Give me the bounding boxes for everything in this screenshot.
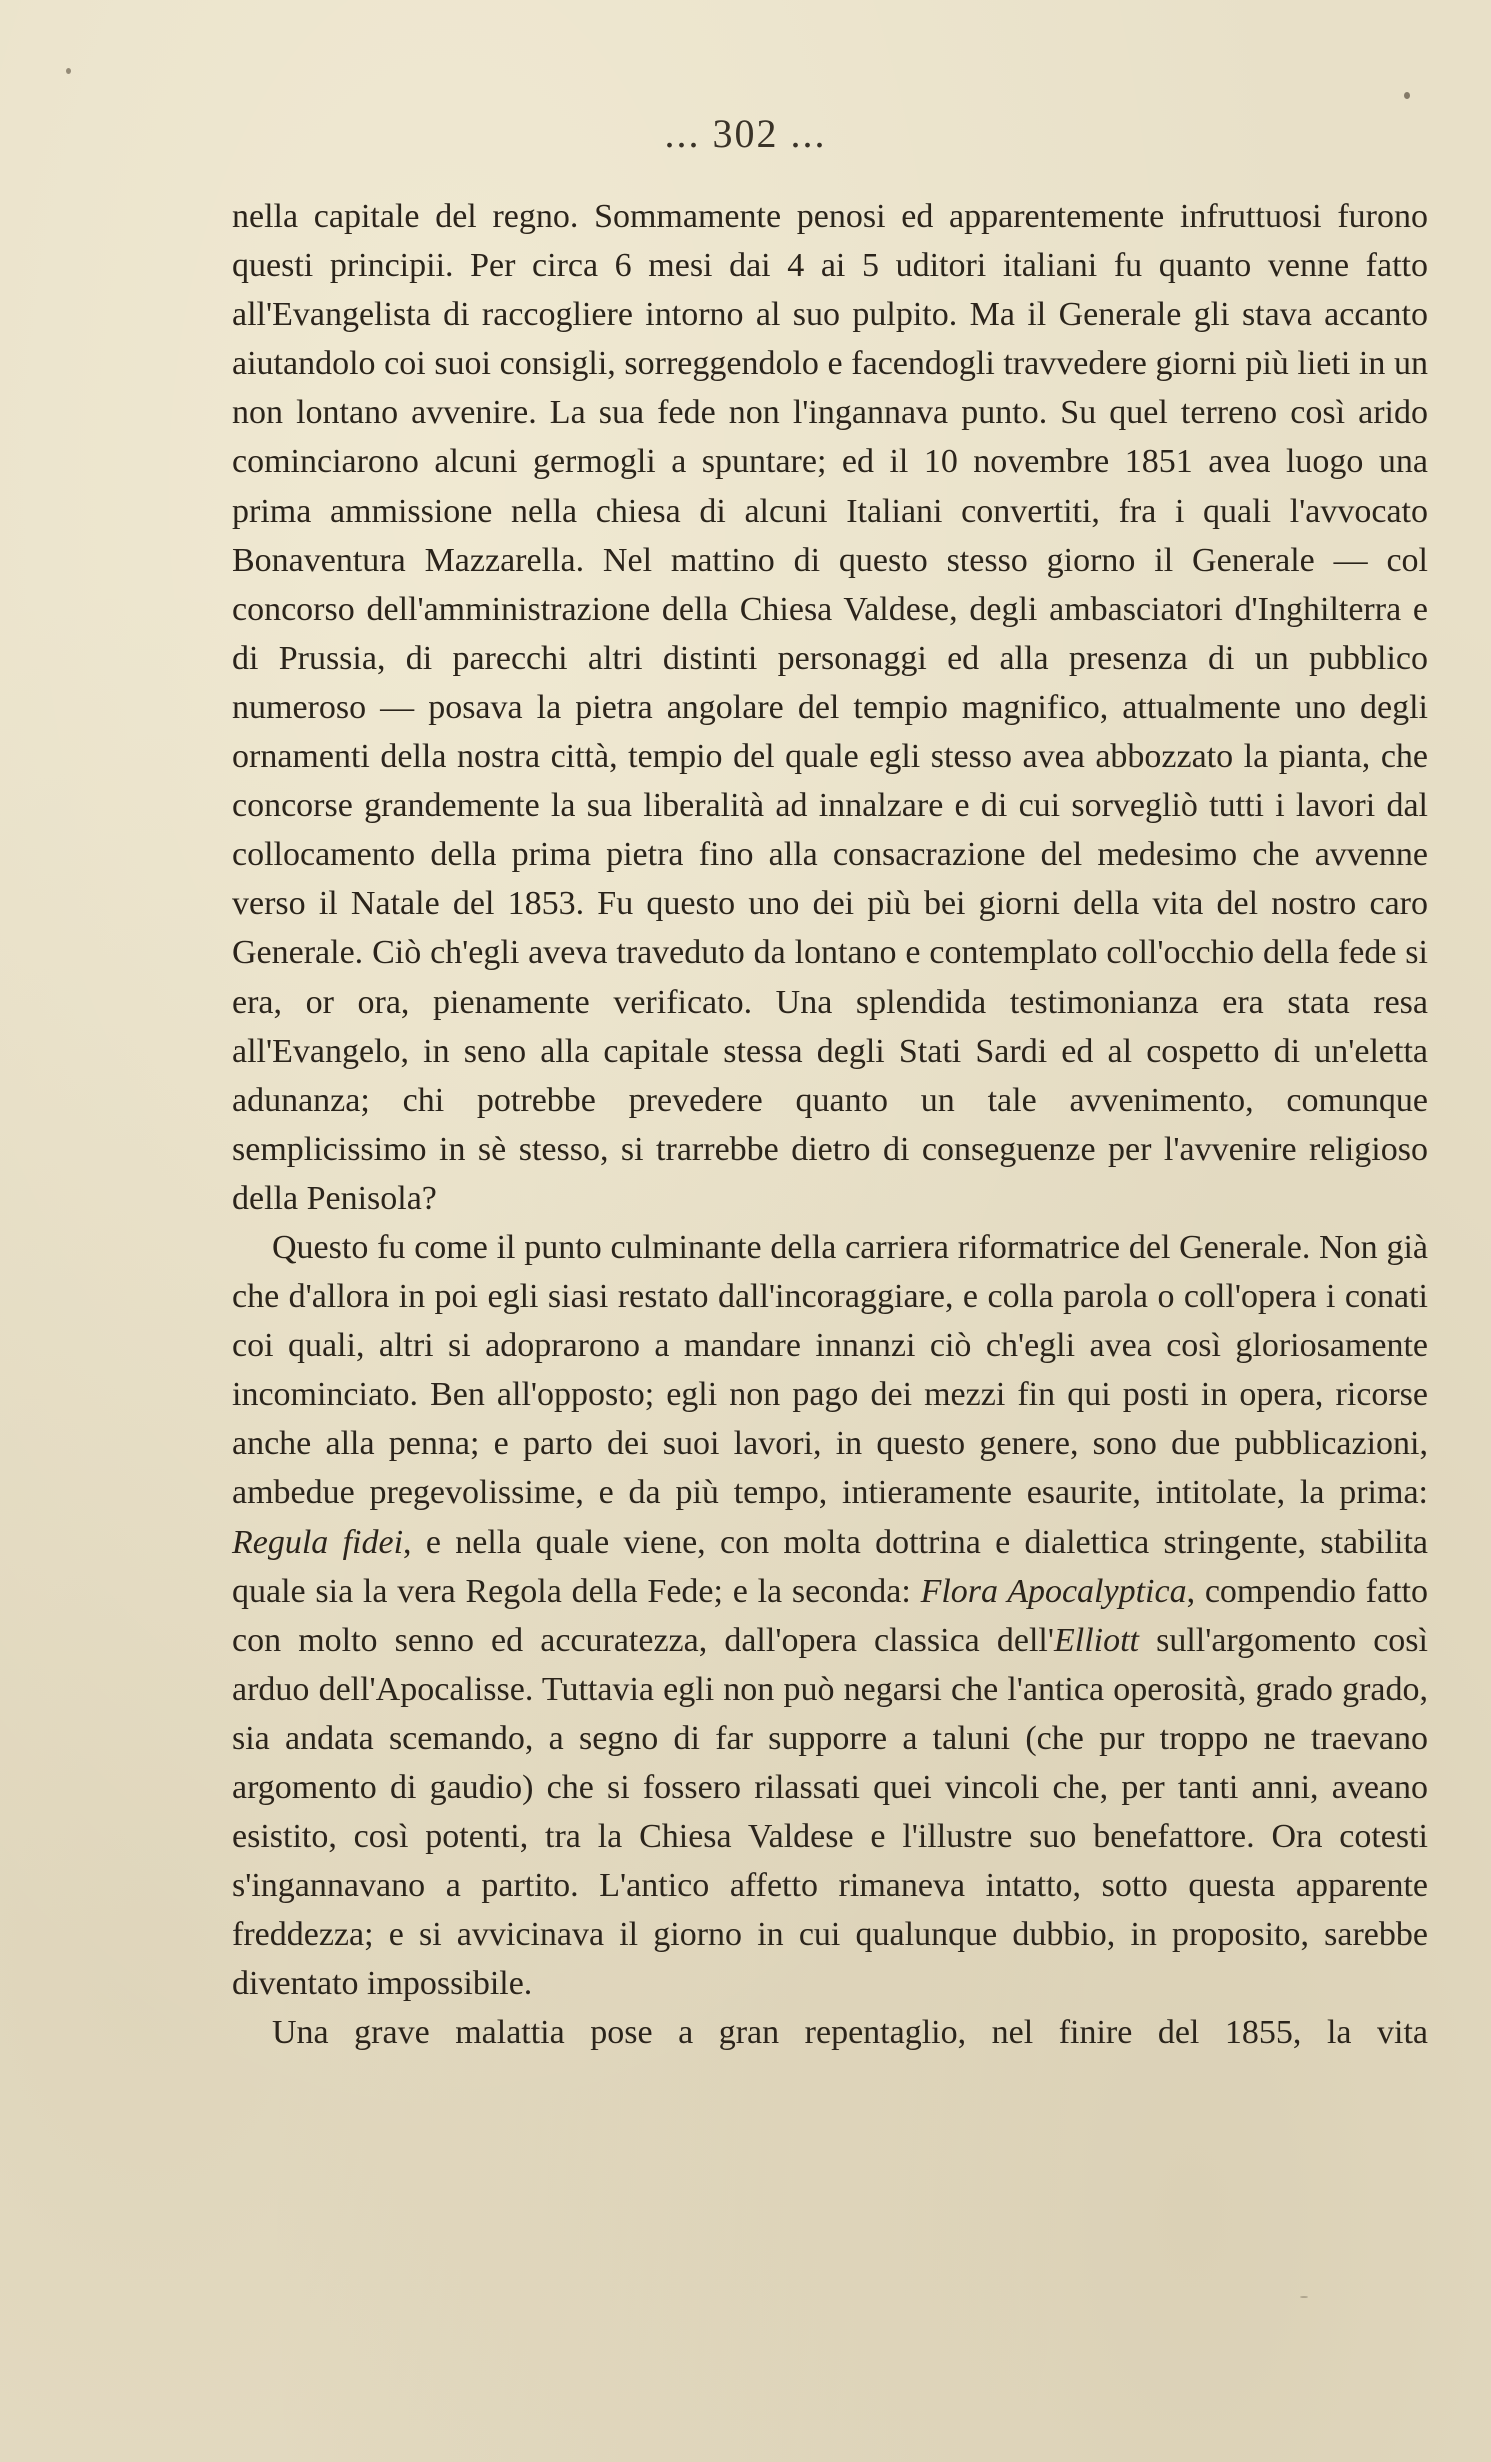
paragraph-2 (232, 1223, 1428, 2009)
body-text (232, 192, 1428, 2058)
paper-speck (66, 68, 71, 74)
paper-speck (1300, 2296, 1308, 2298)
paragraph-1 (232, 192, 1428, 1223)
italic-title: Regula fidei (232, 1523, 404, 1561)
text-segment: , e nella quale viene, con molta dottrina e dialettica stringente, stabilita quale sia la vera Regola della Fede; e la seconda: (232, 1523, 1428, 1610)
page-number: ... 302 ... (664, 111, 827, 156)
text-segment: nella capitale del regno. Sommamente penosi ed apparentemente infruttuosi furono questi principii. Per circa 6 mesi dai 4 ai 5 uditori italiani fu quanto venne fatto all'Evangelista di raccogliere intorno al suo pulpito. Ma il Generale gli stava accanto aiutandolo coi suoi consigli, sorreggendolo e facendogli travvedere giorni più lieti in un non lontano avvenire. La sua fede non l'ingannava punto. Su quel terreno così arido cominciarono alcuni germogli a spuntare; ed il 10 novembre 1851 avea luogo una prima ammissione nella chiesa di alcuni Italiani convertiti, fra i quali l'avvocato Bonaventura Mazzarella. Nel mattino di questo stesso giorno il Generale — col concorso dell'amministrazione della Chiesa Valdese, degli ambasciatori d'Inghilterra e di Prussia, di parecchi altri distinti personaggi ed alla presenza di un pubblico numeroso — posava la pietra angolare del tempio magnifico, attualmente uno degli ornamenti della nostra città, tempio del quale egli stesso avea abbozzato la pianta, che concorse grandemente la sua liberalità ad innalzare e di cui sorvegliò tutti i lavori dal collocamento della prima pietra fino alla consacrazione del medesimo che avvenne verso il Natale del 1853. Fu questo uno dei più bei giorni della vita del nostro caro Generale. Ciò ch'egli aveva traveduto da lontano e contemplato coll'occhio della fede si era, or ora, pienamente verificato. Una splendida testimonianza era stata resa all'Evangelo, in seno alla capitale stessa degli Stati Sardi ed al cospetto di un'eletta adunanza; chi potrebbe prevedere quanto un tale avvenimento, comunque semplicissimo in sè stesso, si trarrebbe dietro di conseguenze per l'avvenire religioso della Penisola? (232, 198, 1428, 1217)
text-segment: , compendio fatto con molto senno ed accuratezza, dall'opera classica dell' (232, 1572, 1428, 1659)
italic-title: Flora Apocalyptica (920, 1572, 1187, 1610)
paper-speck (1404, 92, 1410, 99)
paragraph-3 (232, 2008, 1428, 2057)
text-segment: sull'argomento così arduo dell'Apocalisse. Tuttavia egli non può negarsi che l'antica operosità, grado grado, sia andata scemando, a segno di far supporre a taluni (che pur troppo ne traevano argomento di gaudio) che si fossero rilassati quei vincoli che, per tanti anni, aveano esistito, così potenti, tra la Chiesa Valdese e l'illustre suo benefattore. Ora cotesti s'ingannavano a partito. L'antico affetto rimaneva intatto, sotto questa apparente freddezza; e si avvicinava il giorno in cui qualunque dubbio, in proposito, sarebbe diventato impossibile. (232, 1621, 1428, 2003)
text-segment: Una grave malattia pose a gran repentaglio, nel finire del 1855, la vita (272, 2014, 1428, 2052)
italic-title: Elliott (1053, 1621, 1139, 1659)
text-segment: Questo fu come il punto culminante della carriera riformatrice del Generale. Non già che d'allora in poi egli siasi restato dall'incoraggiare, e colla parola o coll'opera i conati coi quali, altri si adoprarono a mandare innanzi ciò ch'egli avea così gloriosamente incominciato. Ben all'opposto; egli non pago dei mezzi fin qui posti in opera, ricorse anche alla penna; e parto dei suoi lavori, in questo genere, sono due pubblicazioni, ambedue pregevolissime, e da più tempo, intieramente esaurite, intitolate, la prima: (232, 1228, 1428, 1512)
